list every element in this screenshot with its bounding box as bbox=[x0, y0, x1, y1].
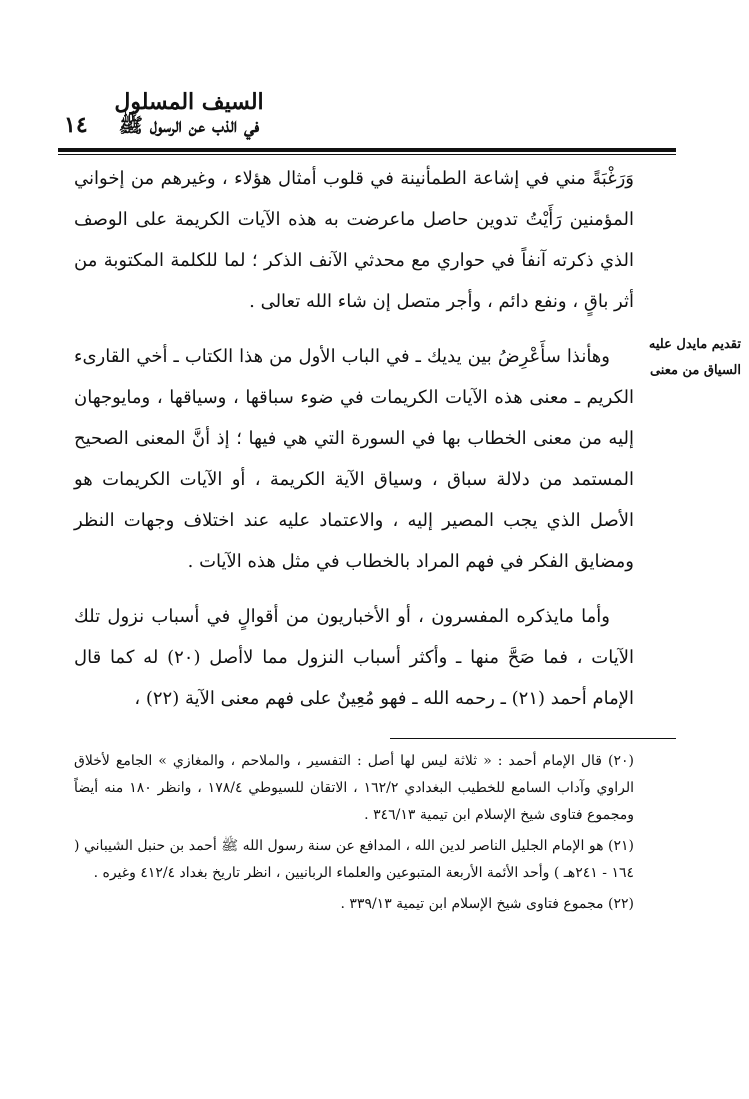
paragraph-1: وَرَغْبَةً مني في إشاعة الطمأنينة في قلوب أمثال هؤلاء ، وغيرهم من إخواني المؤمنين رَأَيْتُ تدوين حاصل ماعرضت به هذه الآيات الكريمة على الوصف الذي ذكرته آنفاً في حواري مع محدثي الآنف الذكر ؛ لما للكلمة المكتوبة من أثر باقٍ ، ونفع دائم ، وأجر متصل إن شاء الله تعالى . bbox=[74, 168, 634, 312]
footnote-21: (٢١) هو الإمام الجليل الناصر لدين الله ، المدافع عن سنة رسول الله ﷺ أحمد بن حنبل الشيباني ( ١٦٤ - ٢٤١هـ ) وأحد الأئمة الأربعة المتبوعين والعلماء الربانيين ، انظر تاريخ بغداد ٤١٢/٤ وغيره . bbox=[74, 838, 634, 881]
margin-note-line1: تقديم مايدل عليه bbox=[648, 337, 741, 352]
margin-note-line2: السياق من معنى bbox=[649, 363, 741, 378]
footnotes bbox=[74, 748, 634, 922]
footnote-22: (٢٢) مجموع فتاوى شيخ الإسلام ابن تيمية ٣٣٩/١٣ . bbox=[340, 896, 634, 912]
header-title-line1: السيف المسلول bbox=[114, 89, 264, 115]
header-rule bbox=[58, 148, 676, 155]
page-number: ١٤ bbox=[64, 112, 88, 138]
running-header bbox=[69, 90, 309, 136]
footnote-rule bbox=[390, 738, 676, 739]
main-text bbox=[74, 158, 634, 719]
margin-note bbox=[636, 332, 741, 384]
header-title-line2: في الذب عن الرسول ﷺ bbox=[118, 113, 260, 138]
paragraph-2: وهأنذا سأَعْرِضُ بين يديك ـ في الباب الأول من هذا الكتاب ـ أخي القارىء الكريم ـ معنى هذه الآيات الكريمات في ضوء سباقها ، وسياقها ، ومايوجهان إليه من معنى الخطاب بها في السورة التي هي فيها ؛ إذ أنَّ المعنى الصحيح المستمد من دلالة سباق ، وسياق الآية الكريمة ، أو الآيات الكريمات هو الأصل الذي يجب المصير إليه ، والاعتماد عليه عند اختلاف وجهات النظر ومضايق الفكر في فهم المراد بالخطاب في مثل هذه الآيات . bbox=[74, 346, 634, 572]
footnote-20: (٢٠) قال الإمام أحمد : « ثلاثة ليس لها أصل : التفسير ، والملاحم ، والمغازي » الجامع لأخلاق الراوي وآداب السامع للخطيب البغدادي ١٦٢/٢ ، الاتقان للسيوطي ١٧٨/٤ ، وانظر ١٨٠ منه أيضاً ومجموع فتاوى شيخ الإسلام ابن تيمية ٣٤٦/١٣ . bbox=[74, 753, 635, 823]
paragraph-3: وأما مايذكره المفسرون ، أو الأخباريون من أقوالٍ في أسباب نزول تلك الآيات ، فما صَحَّ منها ـ وأكثر أسباب النزول مما لاأصل (٢٠) له كما قال الإمام أحمد (٢١) ـ رحمه الله ـ فهو مُعِينٌ على فهم معنى الآية (٢٢) ، bbox=[74, 606, 634, 709]
